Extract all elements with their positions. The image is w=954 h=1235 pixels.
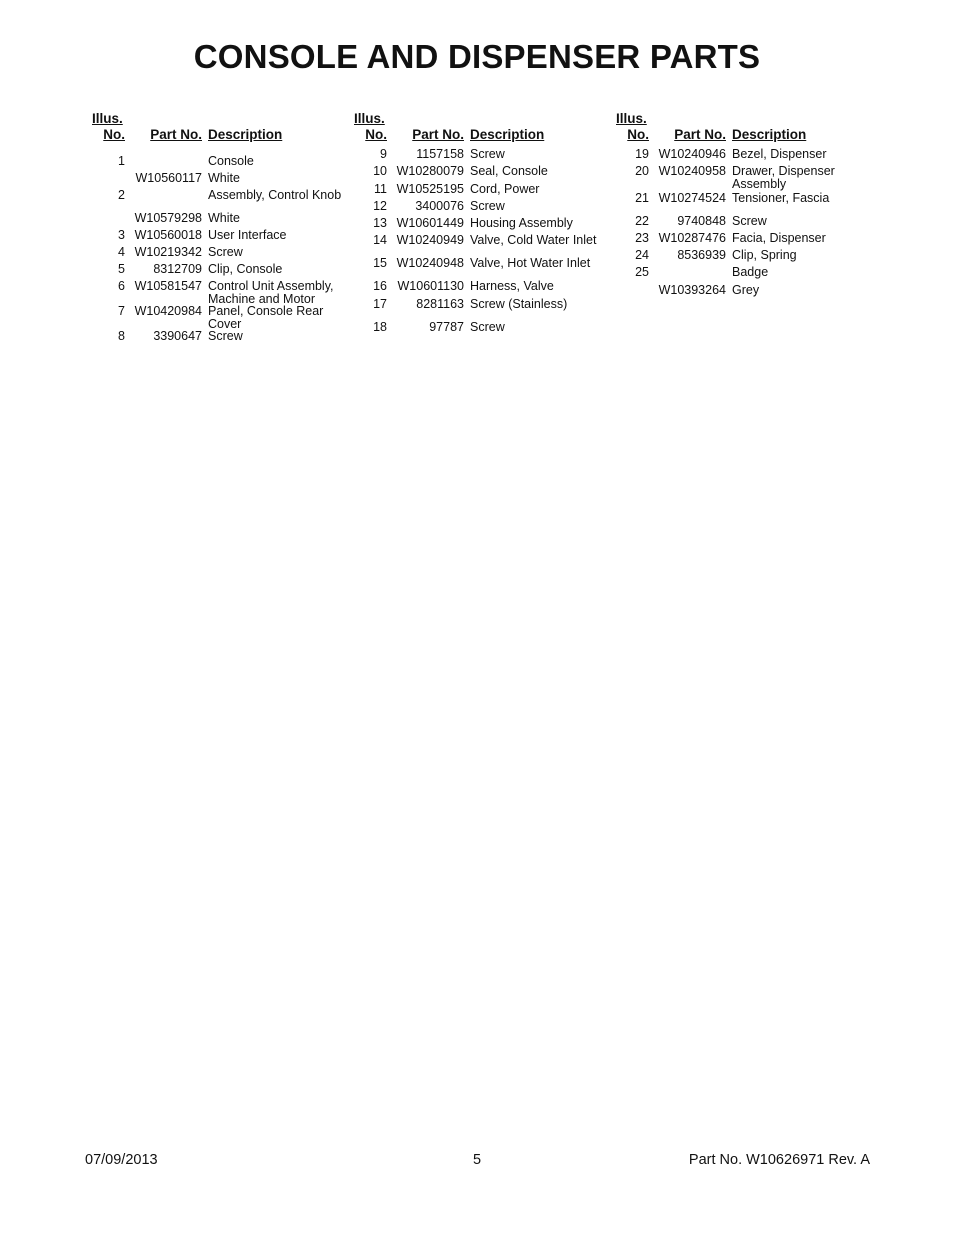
part-description: Screw: [470, 320, 505, 334]
part-no: W10240948: [396, 256, 464, 270]
part-description: User Interface: [208, 228, 287, 242]
part-no: W10240949: [396, 233, 464, 247]
header-description: Description: [470, 127, 545, 142]
part-description: Facia, Dispenser: [732, 231, 826, 245]
illus-no: 20: [635, 164, 649, 178]
illus-no: 11: [374, 182, 387, 196]
part-description: Bezel, Dispenser: [732, 147, 827, 161]
part-description: Housing Assembly: [470, 216, 573, 230]
illus-no: 8: [118, 329, 125, 343]
illus-no: 18: [373, 320, 387, 334]
header-illus-no: No.: [627, 127, 649, 142]
header-illus-no: No.: [365, 127, 387, 142]
part-no: 97787: [429, 320, 464, 334]
illus-no: 24: [635, 248, 649, 262]
part-description: Grey: [732, 283, 760, 297]
part-no: 8536939: [677, 248, 726, 262]
illus-no: 9: [380, 147, 387, 161]
part-no: 8312709: [153, 262, 202, 276]
part-no: W10240958: [658, 164, 726, 178]
parts-column-3: [616, 110, 876, 297]
illus-no: 5: [118, 262, 125, 276]
part-description: Cord, Power: [470, 182, 540, 196]
part-description: Harness, Valve: [470, 279, 554, 293]
header-part-no: Part No.: [674, 127, 726, 142]
page-title: CONSOLE AND DISPENSER PARTS: [193, 38, 761, 75]
part-no: W10601449: [396, 216, 464, 230]
illus-no: 7: [118, 304, 125, 318]
header-part-no: Part No.: [150, 127, 202, 142]
part-description: Tensioner, Fascia: [732, 191, 830, 205]
part-description: Assembly, Control Knob: [208, 188, 342, 202]
part-description: Screw: [208, 329, 243, 343]
column-header: [616, 110, 876, 144]
illus-no: 19: [635, 147, 649, 161]
part-description: Screw: [470, 147, 505, 161]
part-description: White: [208, 211, 240, 225]
part-description: Drawer, Dispenser Assembly: [732, 164, 835, 191]
part-description: Screw: [732, 214, 767, 228]
header-illus: Illus.: [354, 111, 385, 126]
part-no: W10287476: [658, 231, 726, 245]
illus-no: 23: [635, 231, 649, 245]
header-description: Description: [208, 127, 283, 142]
part-no: 3390647: [153, 329, 202, 343]
illus-no: 25: [635, 265, 649, 279]
part-description: Screw: [470, 199, 505, 213]
footer-page-number: 5: [472, 1152, 482, 1168]
part-description: Panel, Console Rear Cover: [208, 304, 324, 331]
part-description: Control Unit Assembly, Machine and Motor: [208, 279, 334, 306]
part-no: 9740848: [677, 214, 726, 228]
header-description: Description: [732, 127, 807, 142]
column-header: [92, 110, 352, 144]
header-illus: Illus.: [92, 111, 123, 126]
part-no: W10240946: [658, 147, 726, 161]
illus-no: 15: [373, 256, 387, 270]
part-no: W10420984: [134, 304, 202, 318]
part-no: W10219342: [134, 245, 202, 259]
part-description: Valve, Hot Water Inlet: [470, 256, 591, 270]
part-no: W10601130: [397, 279, 464, 293]
illus-no: 10: [373, 164, 387, 178]
part-no: W10560018: [134, 228, 202, 242]
header-illus: Illus.: [616, 111, 647, 126]
illus-no: 14: [373, 233, 387, 247]
illus-no: 13: [373, 216, 387, 230]
illus-no: 12: [373, 199, 387, 213]
part-no: 3400076: [415, 199, 464, 213]
illus-no: 16: [373, 279, 387, 293]
part-description: Screw: [208, 245, 243, 259]
illus-no: 4: [118, 245, 125, 259]
illus-no: 1: [118, 154, 125, 168]
illus-no: 22: [635, 214, 649, 228]
part-description: Console: [208, 154, 254, 168]
part-no: W10280079: [396, 164, 464, 178]
part-description: Seal, Console: [470, 164, 548, 178]
header-illus-no: No.: [103, 127, 125, 142]
part-description: Screw (Stainless): [470, 297, 568, 311]
illus-no: 2: [118, 188, 125, 202]
parts-column-2: [354, 110, 614, 334]
part-description: White: [208, 171, 240, 185]
parts-column-1: [92, 110, 352, 343]
illus-no: 21: [635, 191, 649, 205]
part-no: 8281163: [416, 297, 464, 311]
part-description: Clip, Spring: [732, 248, 797, 262]
illus-no: 6: [118, 279, 125, 293]
header-part-no: Part No.: [412, 127, 464, 142]
part-no: W10274524: [658, 191, 726, 205]
part-no: 1157158: [416, 147, 464, 161]
part-no: W10525195: [396, 182, 464, 196]
part-no: W10579298: [134, 211, 202, 225]
illus-no: 17: [373, 297, 387, 311]
column-header: [354, 110, 614, 144]
footer-date: 07/09/2013: [85, 1152, 158, 1168]
illus-no: 3: [118, 228, 125, 242]
part-description: Badge: [732, 265, 769, 279]
part-no: W10581547: [134, 279, 202, 293]
part-no: W10560117: [135, 171, 202, 185]
part-no: W10393264: [658, 283, 726, 297]
footer-part-number: Part No. W10626971 Rev. A: [688, 1152, 870, 1168]
part-description: Valve, Cold Water Inlet: [470, 233, 597, 247]
part-description: Clip, Console: [208, 262, 283, 276]
